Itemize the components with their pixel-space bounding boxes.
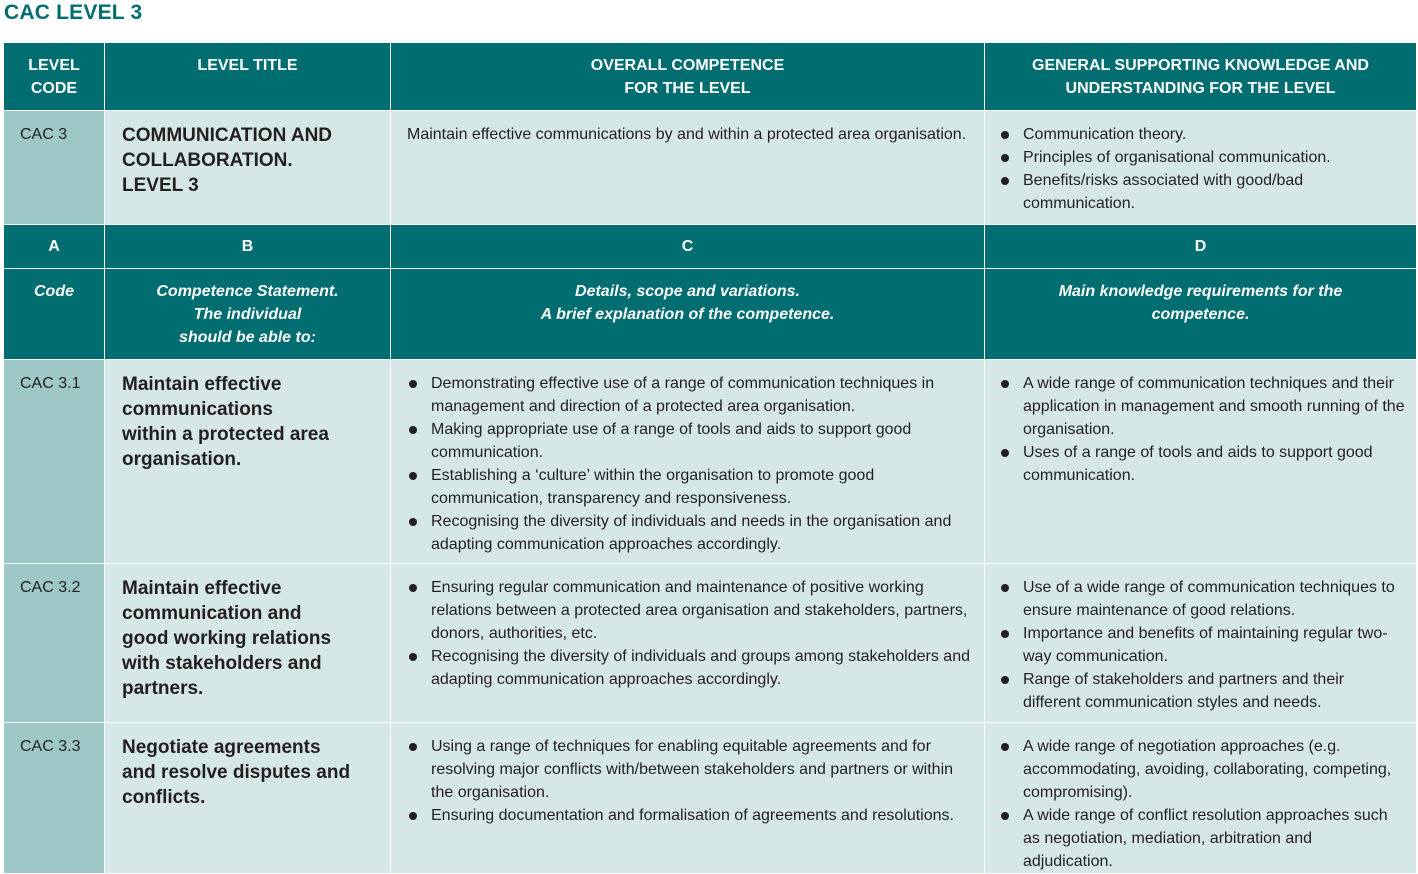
list-item: Importance and benefits of maintaining regular two-way communication. — [999, 622, 1406, 668]
list-item: Recognising the diversity of individuals and needs in the organisation and adapting communication approaches accordingly. — [407, 510, 972, 556]
table-row — [4, 723, 1417, 874]
list-item: A wide range of conflict resolution approaches such as negotiation, mediation, arbitration and adjudication. — [999, 804, 1406, 873]
row-details — [391, 360, 985, 564]
level-title-cell: COMMUNICATION AND COLLABORATION. LEVEL 3 — [105, 111, 391, 225]
list-item: Use of a wide range of communication techniques to ensure maintenance of good relations. — [999, 576, 1406, 622]
list-item: Ensuring documentation and formalisation of agreements and resolutions. — [407, 804, 972, 827]
row-code: CAC 3.1 — [4, 360, 105, 564]
list-item: Uses of a range of tools and aids to support good communication. — [999, 441, 1406, 487]
list-item: A wide range of communication techniques and their application in management and smooth running of the organisation. — [999, 372, 1406, 441]
sub-header-details: Details, scope and variations. A brief explanation of the competence. — [391, 269, 985, 360]
header-level-title: LEVEL TITLE — [105, 43, 391, 111]
competence-table — [3, 42, 1417, 874]
header-level-code: LEVEL CODE — [4, 43, 105, 111]
list-item: Ensuring regular communication and maintenance of positive working relations between a protected area organisation and stakeholders, partners, donors, authorities, etc. — [407, 576, 972, 645]
list-item: Establishing a ‘culture’ within the organisation to promote good communication, transparency and responsiveness. — [407, 464, 972, 510]
list-item: Principles of organisational communication. — [999, 146, 1406, 169]
list-item: Communication theory. — [999, 123, 1406, 146]
row-title: Maintain effective communication and good working relations with stakeholders and partners. — [105, 564, 391, 723]
row-title: Maintain effective communications within a protected area organisation. — [105, 360, 391, 564]
letter-d: D — [985, 225, 1417, 269]
level-row — [4, 111, 1417, 225]
sub-header-competence-statement: Competence Statement. The individual should be able to: — [105, 269, 391, 360]
column-letter-row — [4, 225, 1417, 269]
row-code: CAC 3.3 — [4, 723, 105, 874]
sub-header-code: Code — [4, 269, 105, 360]
letter-b: B — [105, 225, 391, 269]
sub-header-row — [4, 269, 1417, 360]
sub-header-knowledge: Main knowledge requirements for the competence. — [985, 269, 1417, 360]
row-knowledge — [985, 564, 1417, 723]
letter-c: C — [391, 225, 985, 269]
row-knowledge — [985, 723, 1417, 874]
header-overall-competence: OVERALL COMPETENCE FOR THE LEVEL — [391, 43, 985, 111]
list-item: Range of stakeholders and partners and their different communication styles and needs. — [999, 668, 1406, 714]
row-title: Negotiate agreements and resolve disputes and conflicts. — [105, 723, 391, 874]
row-details — [391, 723, 985, 874]
row-details — [391, 564, 985, 723]
header-general-knowledge: GENERAL SUPPORTING KNOWLEDGE AND UNDERSTANDING FOR THE LEVEL — [985, 43, 1417, 111]
table-row — [4, 360, 1417, 564]
list-item: Using a range of techniques for enabling equitable agreements and for resolving major conflicts with/between stakeholders and partners or within the organisation. — [407, 735, 972, 804]
level-competence-cell: Maintain effective communications by and within a protected area organisation. — [391, 111, 985, 225]
row-knowledge — [985, 360, 1417, 564]
row-code: CAC 3.2 — [4, 564, 105, 723]
level-code-cell: CAC 3 — [4, 111, 105, 225]
letter-a: A — [4, 225, 105, 269]
list-item: A wide range of negotiation approaches (e.g. accommodating, avoiding, collaborating, competing, compromising). — [999, 735, 1406, 804]
page-title: CAC LEVEL 3 — [4, 1, 143, 24]
level-knowledge-cell — [985, 111, 1417, 225]
list-item: Benefits/risks associated with good/bad communication. — [999, 169, 1406, 215]
table-row — [4, 564, 1417, 723]
list-item: Demonstrating effective use of a range of communication techniques in management and direction of a protected area organisation. — [407, 372, 972, 418]
list-item: Recognising the diversity of individuals and groups among stakeholders and adapting communication approaches accordingly. — [407, 645, 972, 691]
list-item: Making appropriate use of a range of tools and aids to support good communication. — [407, 418, 972, 464]
header-row — [4, 43, 1417, 111]
